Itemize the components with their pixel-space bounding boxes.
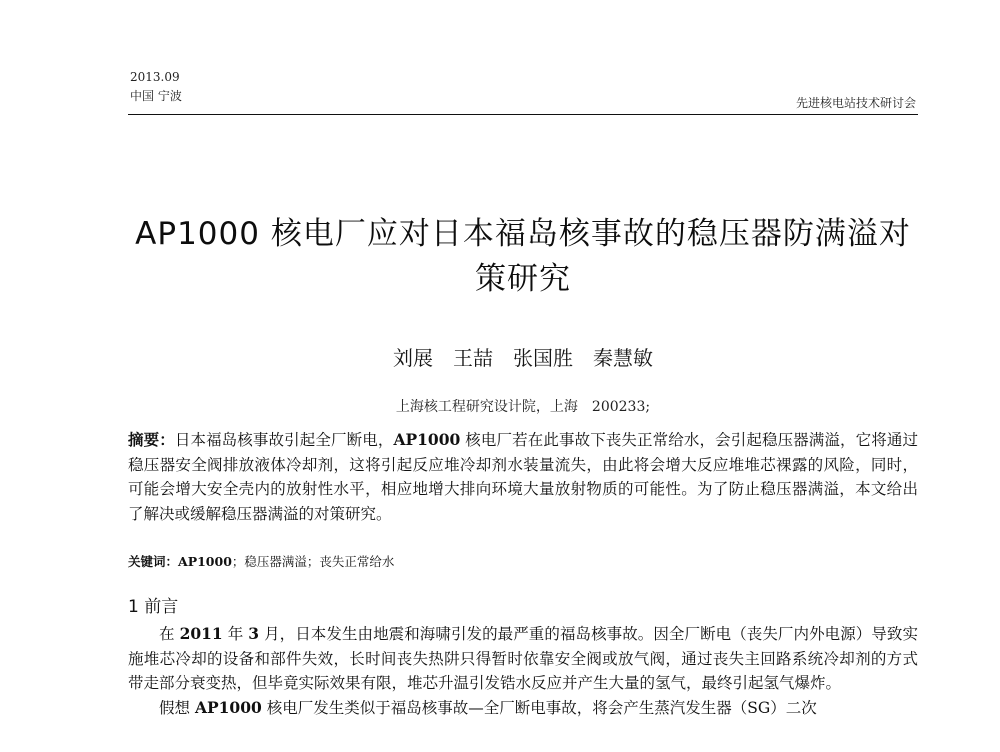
section-body-intro: [128, 622, 918, 720]
p2-segment-a: 假想: [159, 698, 195, 717]
p1-year: 2011: [179, 624, 223, 643]
header-date: 2013.09: [130, 70, 180, 84]
p1-segment-c: 月，日本发生由地震和海啸引发的最严重的福岛核事故。因全厂断电（丧失厂内外电源）导致实施堆芯冷却的设备和部件失效，长时间丧失热阱只得暂时依靠安全阀或放气阀，通过丧失主回路系统冷却剂的方式带走部分衰变热，但毕竟实际效果有限，堆芯升温引发锆水反应并产生大量的氢气，最终引起氢气爆炸。: [128, 625, 918, 692]
conference-name: 先进核电站技术研讨会: [795, 96, 916, 110]
keywords-bold-term: AP1000: [178, 554, 232, 569]
paper-title: AP1000 核电厂应对日本福岛核事故的稳压器防满溢对策研究: [135, 216, 911, 297]
abstract-text-part1: 日本福岛核事故引起全厂断电，: [174, 431, 394, 449]
paper-affiliation: 上海核工程研究设计院，上海 200233;: [395, 399, 651, 415]
keywords: [128, 552, 918, 570]
p1-segment-a: 在: [159, 625, 180, 643]
abstract-label: 摘要：: [128, 430, 175, 449]
abstract-bold-term: AP1000: [393, 430, 461, 449]
p2-segment-b: 核电厂发生类似于福岛核事故—全厂断电事故，将会产生蒸汽发生器（SG）二次: [261, 698, 817, 717]
paper-authors: 刘展 王喆 张国胜 秦慧敏: [393, 346, 653, 370]
p1-segment-b: 年: [222, 625, 249, 643]
header-left: [130, 68, 182, 106]
keywords-label: 关键词：: [128, 554, 179, 569]
paragraph-1: [128, 622, 918, 696]
p2-bold-term: AP1000: [194, 697, 262, 717]
paragraph-2: [128, 696, 918, 721]
header-location: 中国 宁波: [130, 89, 182, 103]
header-rule: [128, 114, 918, 115]
keywords-rest: ；稳压器满溢；丧失正常给水: [231, 554, 395, 569]
p1-month: 3: [248, 624, 260, 643]
abstract: [128, 428, 918, 526]
abstract-text-part2: 核电厂若在此事故下丧失正常给水，会引起稳压器满溢，它将通过稳压器安全阀排放液体冷却剂，这将引起反应堆冷却剂水装量流失，由此将会增大反应堆堆芯裸露的风险，同时，可能会增大安全壳内的放射性水平，相应地增大排向环境大量放射物质的可能性。为了防止稳压器满溢，本文给出了解决或缓解稳压器满溢的对策研究。: [128, 431, 918, 523]
section-heading-intro: 1 前言: [128, 597, 179, 617]
